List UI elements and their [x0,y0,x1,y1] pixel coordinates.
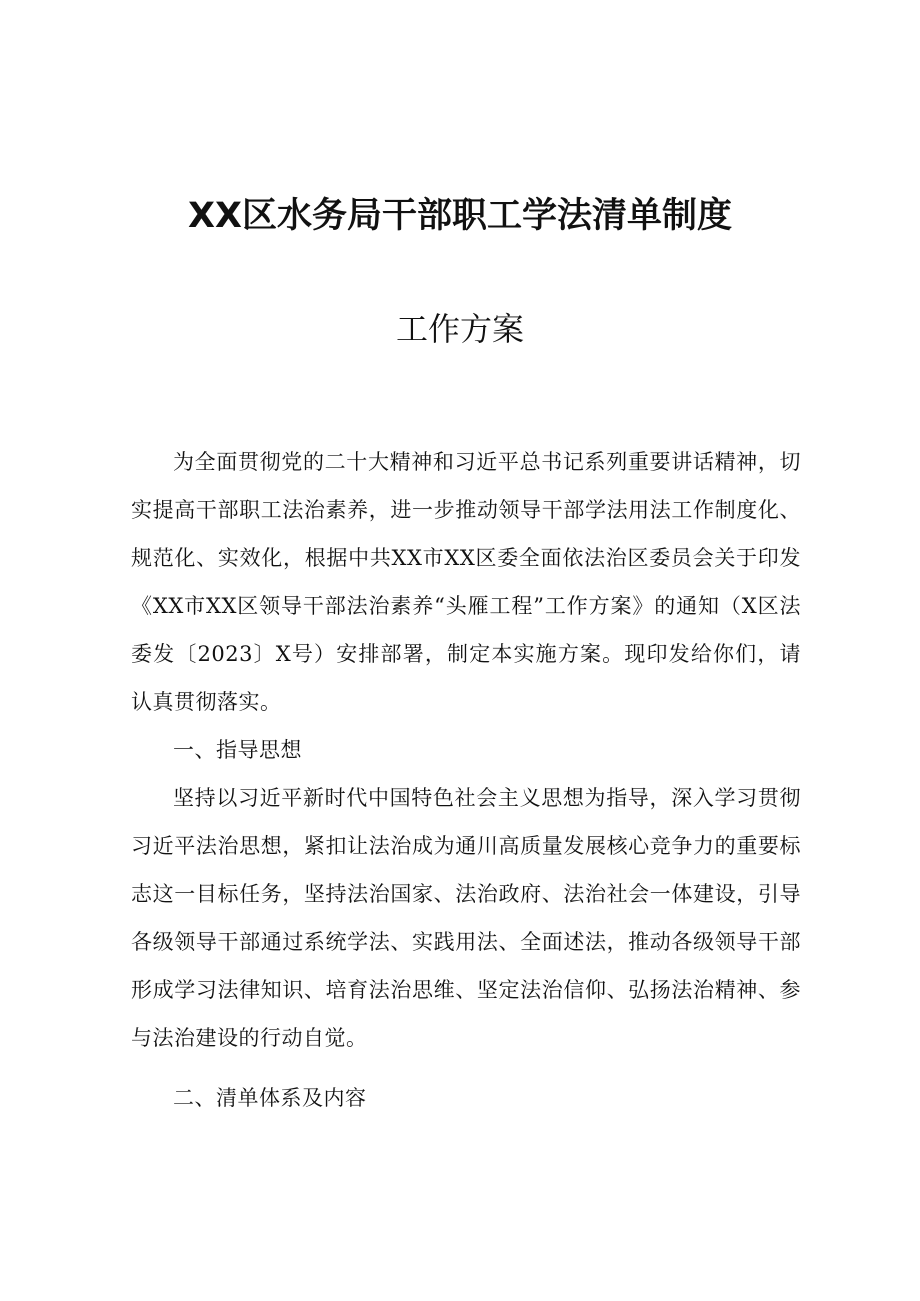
section-spacer [131,1062,801,1074]
section-heading-guiding-ideology: 一、指导思想 [173,738,302,762]
guiding-ideology-paragraph: 坚持以习近平新时代中国特色社会主义思想为指导，深入学习贯彻习近平法治思想，紧扣让法治成为通川高质量发展核心竞争力的重要标志这一目标任务，坚持法治国家、法治政府、法治社会一体建设，引导各级领导干部通过系统学法、实践用法、全面述法，推动各级领导干部形成学习法律知识、培育法治思维、坚定法治信仰、弘扬法治精神、参与法治建设的行动自觉。 [131,786,801,1050]
document-title-line-1: XX区水务局干部职工学法清单制度 [188,196,732,236]
section-heading-list-system: 二、清单体系及内容 [173,1086,367,1110]
document-body [131,438,801,1122]
intro-paragraph: 为全面贯彻党的二十大精神和习近平总书记系列重要讲话精神，切实提高干部职工法治素养，进一步推动领导干部学法用法工作制度化、规范化、实效化，根据中共XX市XX区委全面依法治区委员会关于印发《XX市XX区领导干部法治素养“头雁工程”工作方案》的通知（X区法委发〔2023〕X号）安排部署，制定本实施方案。现印发给你们，请认真贯彻落实。 [131,450,801,714]
document-title-line-2: 工作方案 [395,310,524,348]
